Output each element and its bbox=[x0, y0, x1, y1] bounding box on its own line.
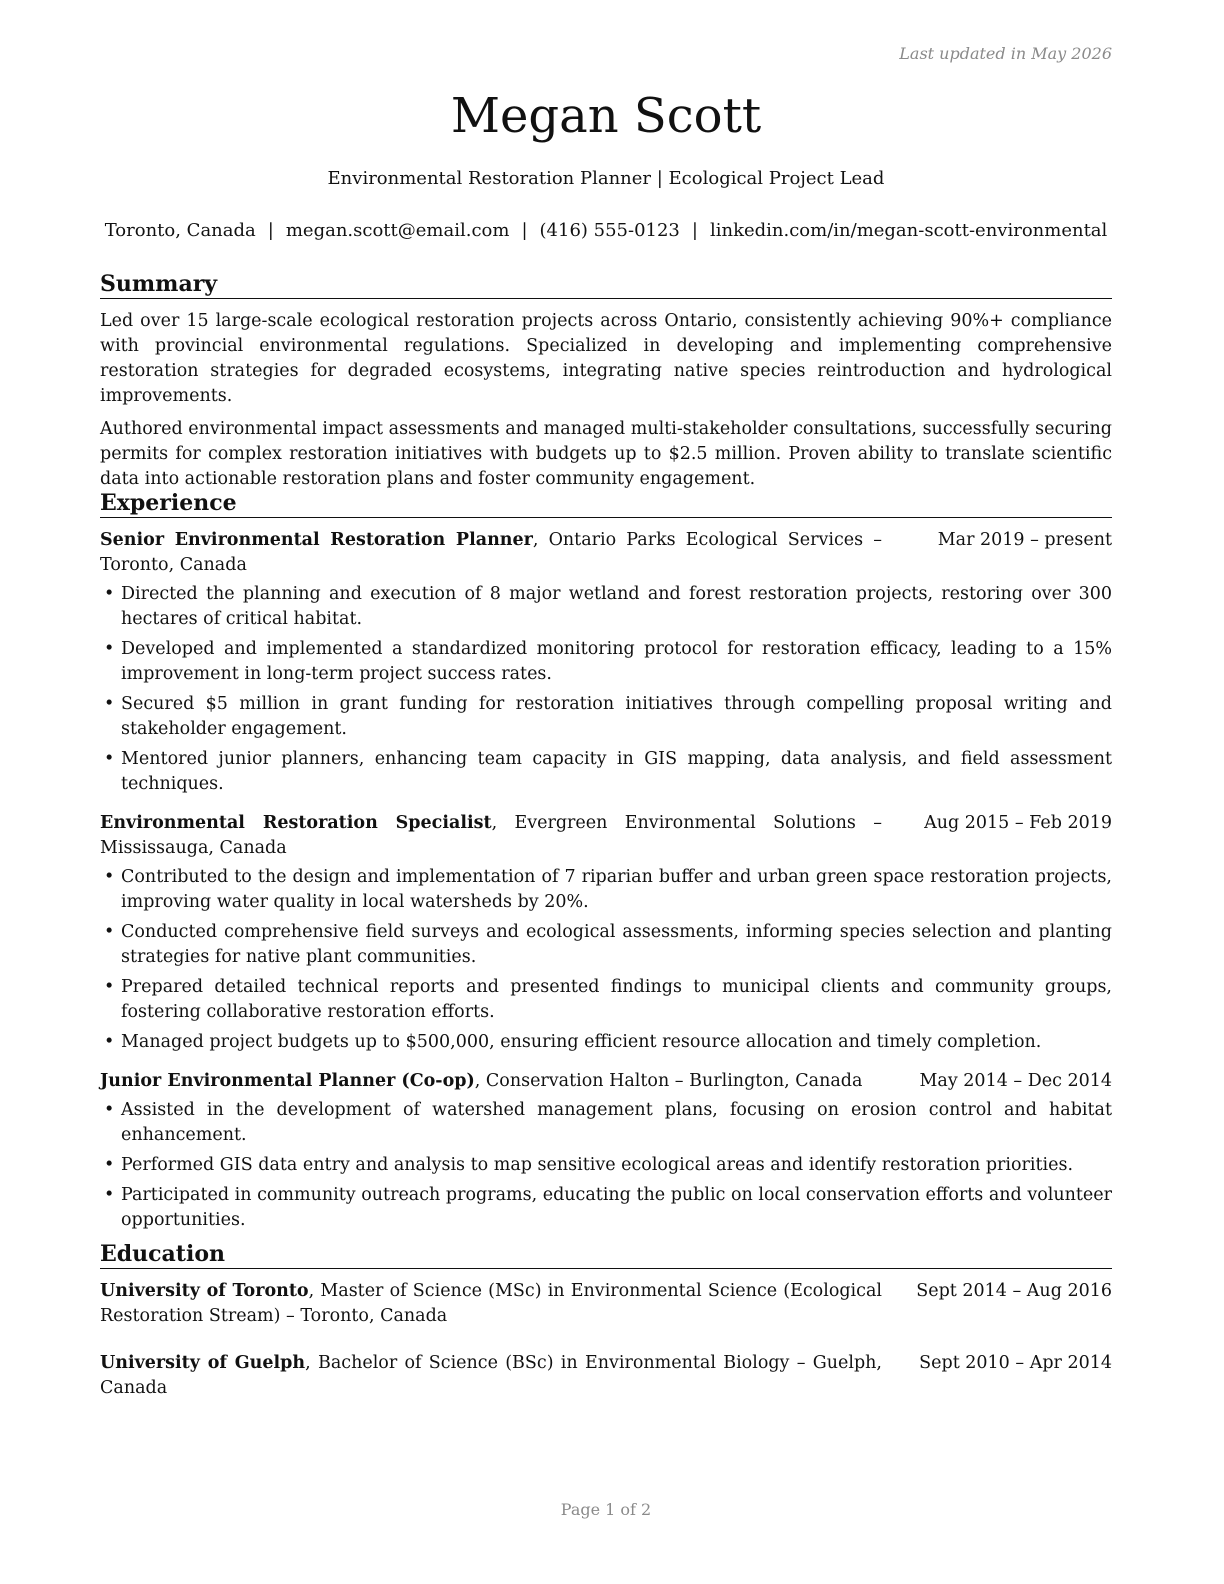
candidate-tagline: Environmental Restoration Planner | Ecological Project Lead bbox=[327, 168, 885, 189]
contact-separator: | bbox=[691, 220, 698, 241]
education-header bbox=[100, 1279, 1112, 1329]
bullet-text: Secured $5 million in grant funding for restoration initiatives through compelling proposal writing and stakeholder engagement. bbox=[121, 694, 1112, 739]
contact-separator: | bbox=[267, 220, 274, 241]
job-org: , Evergreen Environmental Solutions – Mississauga, Canada bbox=[100, 813, 883, 858]
job-org: , Ontario Parks Ecological Services – Toronto, Canada bbox=[100, 530, 882, 575]
experience-heading: Experience bbox=[100, 489, 1112, 518]
job-bullets bbox=[100, 582, 1112, 797]
job-entry bbox=[100, 528, 1112, 797]
job-dates: May 2014 – Dec 2014 bbox=[919, 1071, 1112, 1091]
bullet-text: Directed the planning and execution of 8 major wetland and forest restoration projects, restoring over 300 hectares of critical habitat. bbox=[121, 584, 1112, 629]
bullet-text: Contributed to the design and implementation of 7 riparian buffer and urban green space restoration projects, improving water quality in local watersheds by 20%. bbox=[121, 867, 1112, 912]
job-org: , Conservation Halton – Burlington, Canada bbox=[474, 1071, 863, 1091]
bullet-icon: • bbox=[104, 694, 115, 714]
contact-email[interactable]: megan.scott@email.com bbox=[285, 220, 510, 241]
summary-heading: Summary bbox=[100, 270, 1112, 299]
job-header bbox=[100, 811, 1112, 861]
last-updated-note: Last updated in May 2026 bbox=[899, 44, 1112, 63]
contact-separator: | bbox=[521, 220, 528, 241]
summary-section bbox=[100, 270, 1112, 500]
contact-line bbox=[100, 218, 1112, 244]
bullet-text: Participated in community outreach programs, educating the public on local conservation efforts and volunteer opportunities. bbox=[121, 1185, 1112, 1230]
bullet-icon: • bbox=[104, 867, 115, 887]
bullet-text: Prepared detailed technical reports and presented findings to municipal clients and community groups, fostering collaborative restoration efforts. bbox=[121, 977, 1112, 1022]
job-header bbox=[100, 1069, 1112, 1094]
bullet-text: Managed project budgets up to $500,000, ensuring efficient resource allocation and timely completion. bbox=[121, 1032, 1042, 1052]
bullet-icon: • bbox=[104, 584, 115, 604]
bullet-icon: • bbox=[104, 1032, 115, 1052]
bullet-text: Conducted comprehensive field surveys and ecological assessments, informing species selection and planting strategies for native plant communities. bbox=[121, 922, 1112, 967]
bullet-icon: • bbox=[104, 639, 115, 659]
school-name: University of Toronto bbox=[100, 1281, 309, 1301]
candidate-name: Megan Scott bbox=[450, 88, 762, 144]
education-entry bbox=[100, 1279, 1112, 1329]
bullet-item bbox=[100, 1183, 1112, 1233]
bullet-item bbox=[100, 865, 1112, 915]
bullet-icon: • bbox=[104, 922, 115, 942]
bullet-icon: • bbox=[104, 1185, 115, 1205]
bullet-icon: • bbox=[104, 977, 115, 997]
bullet-item bbox=[100, 1098, 1112, 1148]
bullet-item bbox=[100, 692, 1112, 742]
job-role: Senior Environmental Restoration Planner bbox=[100, 530, 533, 550]
bullet-icon: • bbox=[104, 1100, 115, 1120]
page-number: Page 1 of 2 bbox=[560, 1500, 652, 1519]
job-header bbox=[100, 528, 1112, 578]
bullet-item bbox=[100, 920, 1112, 970]
bullet-text: Assisted in the development of watershed management plans, focusing on erosion control and habitat enhancement. bbox=[121, 1100, 1112, 1145]
bullet-item bbox=[100, 637, 1112, 687]
degree-detail: , Bachelor of Science (BSc) in Environmental Biology – Guelph, Canada bbox=[100, 1353, 882, 1398]
bullet-text: Performed GIS data entry and analysis to map sensitive ecological areas and identify restoration priorities. bbox=[121, 1155, 1074, 1175]
education-dates: Sept 2010 – Apr 2014 bbox=[919, 1353, 1112, 1373]
education-header bbox=[100, 1351, 1112, 1401]
job-role: Environmental Restoration Specialist bbox=[100, 813, 492, 833]
bullet-item bbox=[100, 747, 1112, 797]
job-bullets bbox=[100, 865, 1112, 1055]
bullet-item bbox=[100, 1030, 1112, 1055]
bullet-icon: • bbox=[104, 749, 115, 769]
education-heading: Education bbox=[100, 1240, 1112, 1269]
contact-linkedin[interactable]: linkedin.com/in/megan-scott-environmental bbox=[709, 220, 1108, 241]
contact-phone: (416) 555-0123 bbox=[539, 220, 680, 241]
summary-paragraph: Led over 15 large-scale ecological restoration projects across Ontario, consistently achieving 90%+ compliance with provincial environmental regulations. Specialized in developing and implementing comprehensive restoration strategies for degraded ecosystems, integrating native species reintroduction and hydrological improvements. bbox=[100, 311, 1112, 406]
bullet-icon: • bbox=[104, 1155, 115, 1175]
contact-location: Toronto, Canada bbox=[104, 220, 256, 241]
job-bullets bbox=[100, 1098, 1112, 1233]
job-entry bbox=[100, 1069, 1112, 1233]
degree-detail: , Master of Science (MSc) in Environmental Science (Ecological Restoration Stream) – Toronto, Canada bbox=[100, 1281, 882, 1326]
school-name: University of Guelph bbox=[100, 1353, 306, 1373]
bullet-item bbox=[100, 975, 1112, 1025]
job-dates: Mar 2019 – present bbox=[937, 530, 1112, 550]
job-entry bbox=[100, 811, 1112, 1055]
summary-paragraph: Authored environmental impact assessments and managed multi-stakeholder consultations, successfully securing permits for complex restoration initiatives with budgets up to $2.5 million. Proven ability to translate scientific data into actionable restoration plans and foster community engagement. bbox=[100, 419, 1112, 489]
experience-section bbox=[100, 489, 1112, 1247]
job-dates: Aug 2015 – Feb 2019 bbox=[924, 813, 1112, 833]
education-section bbox=[100, 1240, 1112, 1415]
bullet-item bbox=[100, 582, 1112, 632]
job-role: Junior Environmental Planner (Co-op) bbox=[100, 1071, 475, 1091]
bullet-text: Mentored junior planners, enhancing team capacity in GIS mapping, data analysis, and field assessment techniques. bbox=[121, 749, 1112, 794]
bullet-item bbox=[100, 1153, 1112, 1178]
bullet-text: Developed and implemented a standardized monitoring protocol for restoration efficacy, leading to a 15% improvement in long-term project success rates. bbox=[121, 639, 1112, 684]
education-entry bbox=[100, 1351, 1112, 1401]
education-dates: Sept 2014 – Aug 2016 bbox=[916, 1281, 1112, 1301]
